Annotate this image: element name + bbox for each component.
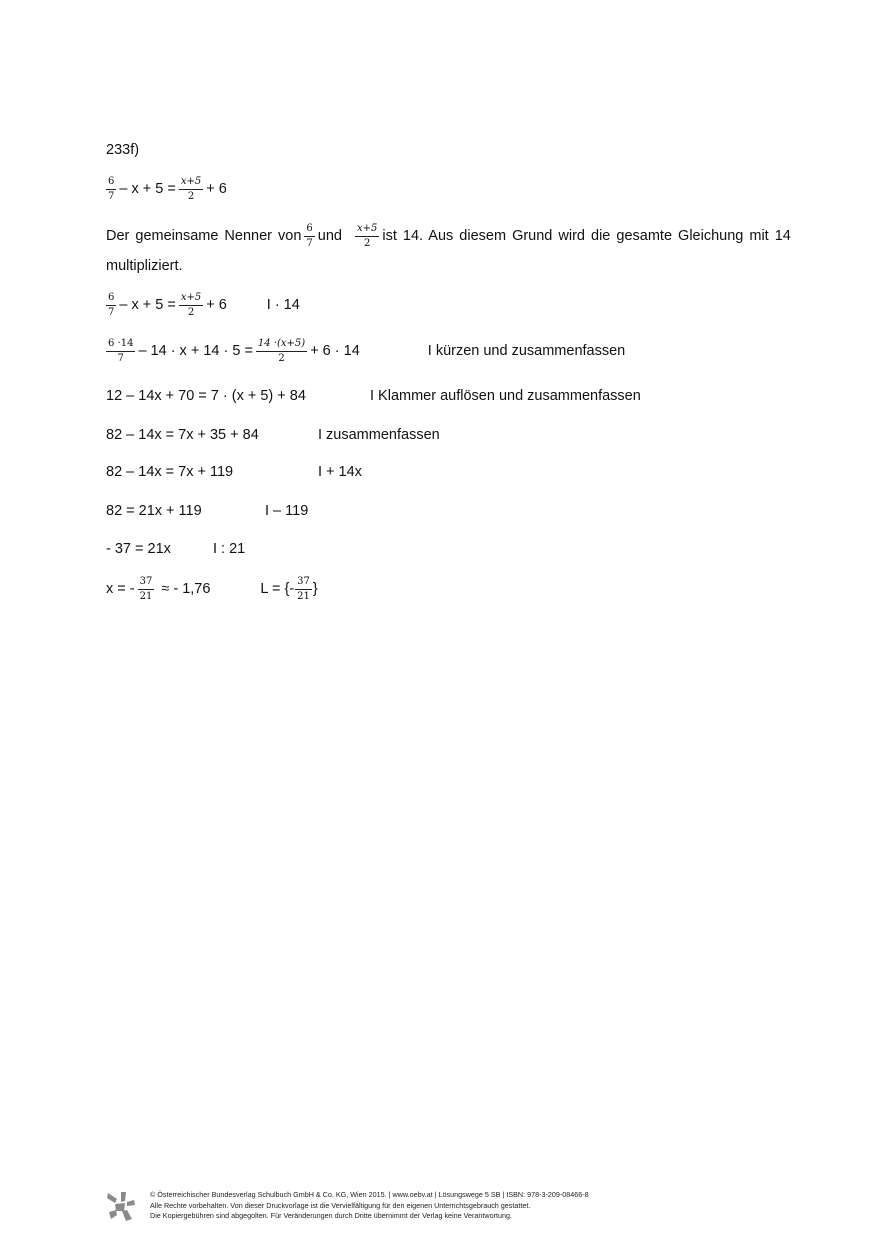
- fraction: [304, 223, 314, 249]
- denominator: 2: [278, 352, 285, 364]
- equation-4: 12 – 14x + 70 = 7 · (x + 5) + 84: [106, 388, 306, 404]
- equation-7: 82 = 21x + 119: [106, 503, 202, 519]
- operation-note: I zusammenfassen: [318, 427, 440, 443]
- equation-3: [106, 338, 625, 364]
- equation-text: – x + 5 =: [119, 181, 176, 197]
- denominator: 7: [117, 352, 124, 364]
- copyright-footer: [150, 1190, 589, 1222]
- approximation: ≈ - 1,76: [161, 581, 211, 597]
- numerator: x+5: [180, 176, 202, 187]
- operation-note: I Klammer auflösen und zusammenfassen: [370, 388, 641, 404]
- denominator: 7: [108, 190, 115, 202]
- denominator: 7: [108, 306, 115, 318]
- solution-set: }: [312, 581, 318, 597]
- denominator: 2: [187, 306, 195, 318]
- equation-text: x = -: [106, 581, 135, 597]
- equation-9: [106, 576, 318, 602]
- paragraph-text: Der gemeinsame Nenner von: [106, 228, 302, 244]
- equation-text: – x + 5 =: [119, 297, 176, 313]
- operation-note: I kürzen und zusammenfassen: [427, 343, 626, 359]
- fraction: [179, 176, 203, 202]
- footer-line: © Österreichischer Bundesverlag Schulbuch GmbH & Co. KG, Wien 2015. | www.oebv.at | Lösungswege 5 SB | ISBN: 978-3-209-08466-8: [150, 1190, 589, 1199]
- paragraph-text: und: [317, 228, 342, 244]
- denominator: 7: [306, 237, 313, 249]
- fraction: [106, 176, 116, 202]
- numerator: 6: [106, 176, 116, 190]
- exercise-number: 233f): [106, 142, 140, 158]
- fraction: [355, 223, 379, 249]
- equation-6: 82 – 14x = 7x + 119: [106, 464, 234, 480]
- numerator: 6 ·14: [106, 338, 135, 352]
- fraction: [256, 338, 307, 364]
- fraction: [138, 576, 155, 602]
- explanation-line-1: [106, 223, 791, 249]
- denominator: 2: [363, 237, 371, 249]
- fraction: [179, 292, 203, 318]
- numerator: 37: [295, 576, 312, 590]
- paragraph-text: ist 14. Aus diesem Grund wird die gesamte Gleichung mit 14: [382, 228, 791, 244]
- fraction: [295, 576, 312, 602]
- equation-text: – 14 · x + 14 · 5 =: [138, 343, 253, 359]
- equation-text: + 6: [206, 181, 227, 197]
- numerator: 14 ·(x+5): [256, 338, 307, 352]
- numerator: x+5: [356, 223, 378, 234]
- denominator: 21: [297, 590, 310, 602]
- equation-text: + 6 · 14: [310, 343, 360, 359]
- equation-1: [106, 176, 227, 202]
- operation-note: I : 21: [213, 541, 246, 557]
- equation-8: - 37 = 21x: [106, 541, 171, 557]
- numerator: 6: [106, 292, 116, 306]
- numerator: 6: [304, 223, 314, 237]
- numerator: 37: [138, 576, 155, 590]
- operation-note: I · 14: [266, 297, 300, 313]
- numerator: x+5: [180, 292, 202, 303]
- denominator: 2: [187, 190, 195, 202]
- equation-5: 82 – 14x = 7x + 35 + 84: [106, 427, 259, 443]
- denominator: 21: [139, 590, 153, 602]
- solution-set: L = {-: [260, 581, 295, 597]
- publisher-logo-icon: [104, 1190, 136, 1222]
- fraction: [106, 292, 116, 318]
- equation-text: + 6: [206, 297, 227, 313]
- footer-line: Alle Rechte vorbehalten. Von dieser Druckvorlage ist die Vervielfältigung für den eigenen Unterrichtsgebrauch gestattet.: [150, 1200, 531, 1210]
- footer-line: Die Kopiergebühren sind abgegolten. Für Veränderungen durch Dritte übernimmt der Verlag keine Verantwortung.: [150, 1211, 512, 1220]
- operation-note: I – 119: [265, 503, 309, 519]
- fraction: [106, 338, 135, 364]
- equation-2: [106, 292, 300, 318]
- explanation-line-2: multipliziert.: [106, 258, 183, 274]
- operation-note: I + 14x: [318, 464, 362, 480]
